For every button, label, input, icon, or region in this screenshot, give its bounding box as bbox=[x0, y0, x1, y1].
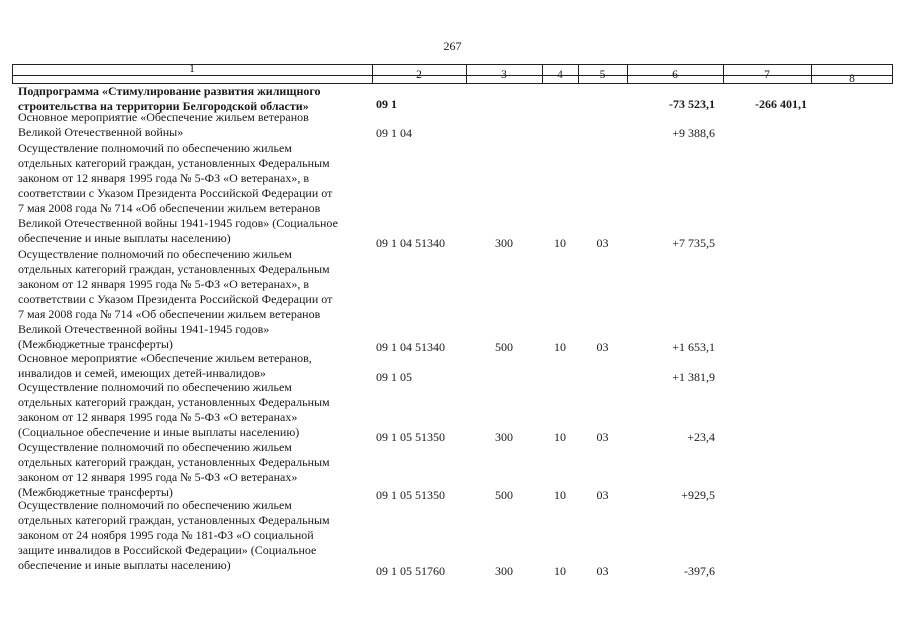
row-code-value: 09 1 05 51350 bbox=[376, 430, 445, 444]
row-code-value: 09 1 04 bbox=[376, 126, 412, 140]
row-rz-value: 10 bbox=[554, 564, 566, 578]
row-c6-value: +1 381,9 bbox=[672, 370, 715, 384]
description-line: соответствии с Указом Президента Российской Федерации от bbox=[18, 292, 333, 306]
column-header-5: 5 bbox=[599, 69, 606, 81]
row-pr-value: 03 bbox=[596, 340, 609, 354]
row-code-value: 09 1 05 bbox=[376, 370, 412, 384]
description-line: отдельных категорий граждан, установленных Федеральным bbox=[18, 262, 330, 276]
description-line: законом от 12 января 1995 года № 5-ФЗ «О ветеранах» bbox=[18, 410, 298, 424]
column-header-3: 3 bbox=[501, 69, 507, 81]
description-line: обеспечение и иные выплаты населению) bbox=[18, 231, 231, 245]
row-vr-value: 300 bbox=[495, 236, 513, 250]
row-description bbox=[18, 110, 364, 140]
description-line: Основное мероприятие «Обеспечение жильем ветеранов bbox=[18, 110, 309, 124]
description-line: законом от 24 ноября 1995 года № 181-ФЗ «О социальной bbox=[18, 528, 314, 542]
row-c6-value: -397,6 bbox=[684, 564, 715, 578]
row-vr-value: 300 bbox=[495, 430, 513, 444]
description-line: отдельных категорий граждан, установленных Федеральным bbox=[18, 156, 330, 170]
column-header-1: 1 bbox=[189, 63, 195, 75]
description-line: Осуществление полномочий по обеспечению жильем bbox=[18, 247, 292, 261]
row-pr-value: 03 bbox=[596, 564, 609, 578]
row-code-value: 09 1 04 51340 bbox=[376, 340, 445, 354]
row-pr-value: 03 bbox=[596, 488, 609, 502]
row-code-value: 09 1 05 51350 bbox=[376, 488, 445, 502]
row-code-value: 09 1 04 51340 bbox=[376, 236, 445, 250]
description-line: отдельных категорий граждан, установленных Федеральным bbox=[18, 513, 330, 527]
row-description bbox=[18, 498, 364, 573]
description-line: Осуществление полномочий по обеспечению жильем bbox=[18, 498, 292, 512]
row-c6-value: +1 653,1 bbox=[672, 340, 715, 354]
description-line: Осуществление полномочий по обеспечению жильем bbox=[18, 141, 292, 155]
description-line: Осуществление полномочий по обеспечению жильем bbox=[18, 440, 292, 454]
row-rz-value: 10 bbox=[554, 488, 566, 502]
column-header-2: 2 bbox=[416, 69, 422, 81]
description-line: 7 мая 2008 года № 714 «Об обеспечении жильем ветеранов bbox=[18, 307, 321, 321]
description-line: Основное мероприятие «Обеспечение жильем ветеранов, bbox=[18, 351, 312, 365]
description-line: законом от 12 января 1995 года № 5-ФЗ «О ветеранах» bbox=[18, 470, 298, 484]
column-header-6: 6 bbox=[672, 69, 678, 81]
description-line: отдельных категорий граждан, установленных Федеральным bbox=[18, 395, 330, 409]
description-line: Подпрограмма «Стимулирование развития жилищного bbox=[18, 84, 321, 98]
description-line: 7 мая 2008 года № 714 «Об обеспечении жильем ветеранов bbox=[18, 201, 321, 215]
description-line: соответствии с Указом Президента Российской Федерации от bbox=[18, 186, 333, 200]
description-line: законом от 12 января 1995 года № 5-ФЗ «О ветеранах», в bbox=[18, 171, 309, 185]
description-line: строительства на территории Белгородской области» bbox=[18, 99, 309, 113]
description-line: инвалидов и семей, имеющих детей-инвалидов» bbox=[18, 366, 266, 380]
row-description bbox=[18, 247, 364, 352]
row-pr-value: 03 bbox=[596, 236, 609, 250]
row-rz-value: 10 bbox=[554, 236, 566, 250]
row-c7-value: -266 401,1 bbox=[755, 97, 807, 111]
row-code-value: 09 1 05 51760 bbox=[376, 564, 445, 578]
description-line: Великой Отечественной войны 1941-1945 годов» (Социальное bbox=[18, 216, 338, 230]
row-description bbox=[18, 141, 364, 246]
description-line: (Межбюджетные трансферты) bbox=[18, 485, 173, 499]
row-pr-value: 03 bbox=[596, 430, 609, 444]
row-rz-value: 10 bbox=[554, 340, 566, 354]
description-line: Великой Отечественной войны 1941-1945 годов» bbox=[18, 322, 270, 336]
description-line: (Межбюджетные трансферты) bbox=[18, 337, 173, 351]
column-header-8: 8 bbox=[849, 73, 855, 85]
description-line: обеспечение и иные выплаты населению) bbox=[18, 558, 231, 572]
description-line: законом от 12 января 1995 года № 5-ФЗ «О ветеранах», в bbox=[18, 277, 309, 291]
page-number: 267 bbox=[443, 39, 462, 53]
description-line: (Социальное обеспечение и иные выплаты населению) bbox=[18, 425, 300, 439]
row-description bbox=[18, 351, 364, 381]
row-code-value: 09 1 bbox=[376, 97, 397, 111]
column-header-4: 4 bbox=[557, 69, 563, 81]
description-line: отдельных категорий граждан, установленных Федеральным bbox=[18, 455, 330, 469]
row-c6-value: -73 523,1 bbox=[669, 97, 715, 111]
column-header-7: 7 bbox=[764, 69, 770, 81]
row-vr-value: 500 bbox=[495, 488, 513, 502]
row-c6-value: +7 735,5 bbox=[672, 236, 715, 250]
row-c6-value: +929,5 bbox=[681, 488, 715, 502]
row-description bbox=[18, 380, 364, 440]
description-line: защите инвалидов в Российской Федерации» (Социальное bbox=[18, 543, 317, 557]
row-c6-value: +9 388,6 bbox=[672, 126, 715, 140]
description-line: Осуществление полномочий по обеспечению жильем bbox=[18, 380, 292, 394]
row-rz-value: 10 bbox=[554, 430, 566, 444]
row-vr-value: 300 bbox=[495, 564, 513, 578]
description-line: Великой Отечественной войны» bbox=[18, 125, 184, 139]
row-c6-value: +23,4 bbox=[687, 430, 715, 444]
row-vr-value: 500 bbox=[495, 340, 513, 354]
row-description bbox=[18, 440, 364, 500]
